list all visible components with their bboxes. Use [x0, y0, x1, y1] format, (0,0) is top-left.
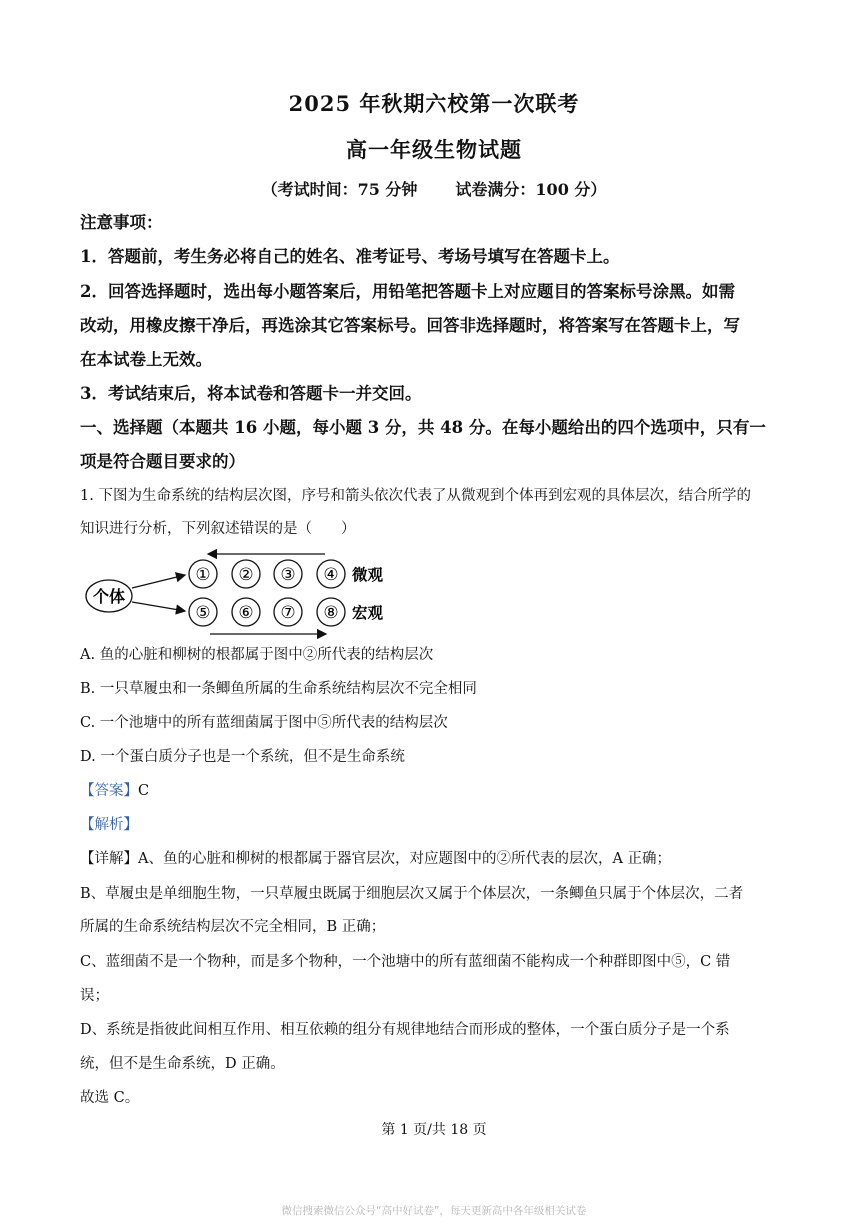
- exam-subject-title: 高一年级生物试题: [346, 137, 522, 162]
- detail-line-3: 所属的生命系统结构层次不完全相同，B 正确；: [80, 919, 386, 935]
- exam-info: [0, 177, 868, 200]
- notice-item-2-cont: 改动，用橡皮擦干净后，再选涂其它答案标号。回答非选择题时，将答案写在答题卡上，写: [80, 316, 740, 335]
- question-stem-cont: 知识进行分析，下列叙述错误的是（ ）: [80, 521, 356, 537]
- option-c: C. 一个池塘中的所有蓝细菌属于图中⑤所代表的结构层次: [80, 715, 448, 731]
- notice-item-2: 2．回答选择题时，选出每小题答案后，用铅笔把答题卡上对应题目的答案标号涂黑。如需: [80, 282, 735, 301]
- arrow-to-micro: [132, 575, 185, 588]
- macro-node-6-label: ⑥: [238, 603, 254, 623]
- option-a: A. 鱼的心脏和柳树的根都属于图中②所代表的结构层次: [80, 647, 434, 663]
- micro-row: [189, 560, 384, 588]
- macro-node-5-label: ⑤: [195, 603, 211, 623]
- micro-label: 微观: [352, 565, 384, 584]
- notice-heading: 注意事项：: [80, 213, 163, 232]
- analysis-tag: 【解析】: [80, 817, 138, 833]
- answer-line: [80, 775, 792, 808]
- detail-conclusion: 故选 C。: [80, 1090, 140, 1106]
- micro-node-3-label: ③: [280, 565, 296, 585]
- section-heading-cont: 项是符合题目要求的）: [80, 452, 245, 471]
- micro-node-4-label: ④: [323, 565, 339, 585]
- detail-line-1: [80, 843, 792, 876]
- detail-line-2: B、草履虫是单细胞生物，一只草履虫既属于细胞层次又属于个体层次，一条鲫鱼只属于个体层次，二者: [80, 886, 744, 902]
- exam-title: 2025 年秋期六校第一次联考: [288, 91, 580, 116]
- exam-time: （考试时间：75 分钟: [261, 180, 418, 199]
- life-system-diagram: [80, 548, 410, 640]
- detail-line-4: C、蓝细菌不是一个物种，而是多个物种，一个池塘中的所有蓝细菌不能构成一个种群即图中⑤，C 错: [80, 954, 731, 970]
- macro-node-7-label: ⑦: [280, 603, 296, 623]
- detail-line-5: 误；: [80, 988, 109, 1004]
- detail-tag: 【详解】: [80, 851, 138, 867]
- micro-node-1-label: ①: [195, 565, 211, 585]
- option-d: D. 一个蛋白质分子也是一个系统，但不是生命系统: [80, 749, 405, 765]
- answer-value: C: [138, 783, 150, 799]
- detail-line-6: D、系统是指彼此间相互作用、相互依赖的组分有规律地结合而形成的整体，一个蛋白质分子是一个系: [80, 1022, 730, 1038]
- notice-item-3: 3．考试结束后，将本试卷和答题卡一并交回。: [80, 384, 422, 403]
- individual-label: 个体: [92, 587, 126, 606]
- notice-item-1: 1．答题前，考生务必将自己的姓名、准考证号、考场号填写在答题卡上。: [80, 247, 620, 266]
- exam-full-score: 试卷满分：100 分）: [455, 180, 607, 199]
- question-stem: 1. 下图为生命系统的结构层次图，序号和箭头依次代表了从微观到个体再到宏观的具体层次，结合所学的: [80, 488, 751, 504]
- section-heading: 一、选择题（本题共 16 小题，每小题 3 分，共 48 分。在每小题给出的四个选项中，只有一: [80, 418, 766, 437]
- macro-node-8-label: ⑧: [323, 603, 339, 623]
- page-number: 第 1 页/共 18 页: [381, 1122, 487, 1138]
- detail-a: A、鱼的心脏和柳树的根都属于器官层次，对应题图中的②所代表的层次，A 正确；: [138, 851, 672, 867]
- arrow-to-macro: [132, 602, 185, 611]
- notice-item-2-end: 在本试卷上无效。: [80, 350, 212, 369]
- answer-tag: 【答案】: [80, 783, 138, 799]
- macro-label: 宏观: [352, 603, 384, 622]
- macro-row: [189, 598, 384, 626]
- watermark: 微信搜索微信公众号“高中好试卷”，每天更新高中各年级相关试卷: [281, 1205, 587, 1217]
- option-b: B. 一只草履虫和一条鲫鱼所属的生命系统结构层次不完全相同: [80, 681, 477, 697]
- micro-node-2-label: ②: [238, 565, 254, 585]
- detail-line-7: 统，但不是生命系统，D 正确。: [80, 1056, 285, 1072]
